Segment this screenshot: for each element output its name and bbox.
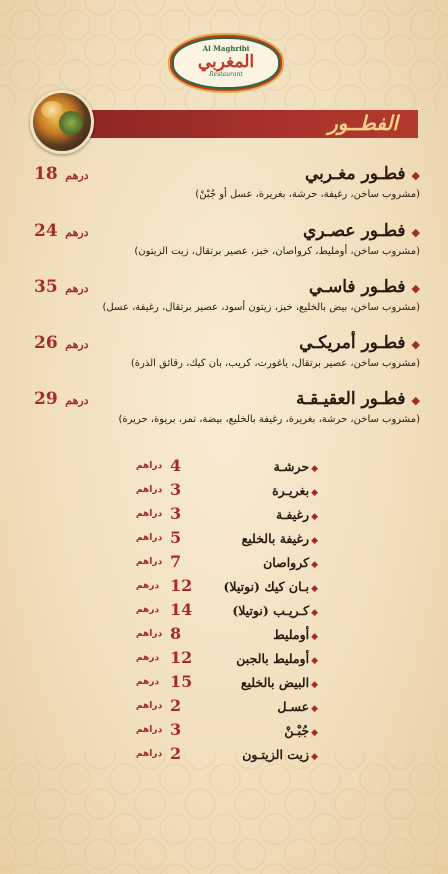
- item-currency: دراهم: [136, 701, 163, 711]
- item-name: بغريـرة: [272, 483, 310, 498]
- section-title: الفطــور: [328, 111, 398, 135]
- item-currency: دراهم: [136, 461, 163, 471]
- item-price: 3: [170, 480, 182, 499]
- breakfast-description: (مشروب ساخن، عصير برتقال، ياغورت، كريب، بان كيك، رقائق الذرة): [130, 358, 420, 369]
- bullet-icon: ◆: [411, 226, 420, 239]
- menu-item[interactable]: [0, 456, 448, 479]
- item-price: 3: [170, 720, 182, 739]
- item-name: زيت الزيتـون: [242, 747, 310, 762]
- item-name: عسـل: [277, 699, 310, 714]
- bullet-icon: ◆: [411, 169, 420, 182]
- item-currency: درهم: [136, 605, 160, 615]
- breakfast-name: فطـور فاسـي: [308, 277, 406, 297]
- breakfast-name: فطـور العقيـقـة: [296, 389, 406, 409]
- logo-arabic-text: المغربي: [197, 52, 255, 72]
- item-currency: درهم: [136, 677, 160, 687]
- item-price: 3: [170, 504, 182, 523]
- bullet-icon: ◆: [311, 512, 318, 522]
- breakfast-price: 18 درهم: [34, 164, 89, 184]
- item-currency: دراهم: [136, 749, 163, 759]
- bullet-icon: ◆: [411, 394, 420, 407]
- item-currency: درهم: [136, 653, 160, 663]
- bullet-icon: ◆: [311, 488, 318, 498]
- item-currency: درهم: [136, 581, 160, 591]
- bullet-icon: ◆: [311, 536, 318, 546]
- item-price: 2: [170, 744, 182, 763]
- bullet-icon: ◆: [311, 704, 318, 714]
- item-currency: دراهم: [136, 533, 163, 543]
- bullet-icon: ◆: [311, 560, 318, 570]
- bullet-icon: ◆: [311, 728, 318, 738]
- breakfast-photo: [30, 90, 94, 154]
- bullet-icon: ◆: [311, 584, 318, 594]
- item-currency: دراهم: [136, 485, 163, 495]
- menu-item[interactable]: [0, 600, 448, 623]
- menu-item[interactable]: [0, 648, 448, 671]
- item-price: 4: [170, 456, 182, 475]
- bullet-icon: ◆: [311, 608, 318, 618]
- item-name: أومليط: [273, 627, 310, 642]
- menu-item[interactable]: [0, 576, 448, 599]
- item-price: 8: [170, 624, 182, 643]
- breakfast-price: 35 درهم: [34, 277, 89, 297]
- item-price: 15: [170, 672, 193, 691]
- bullet-icon: ◆: [311, 680, 318, 690]
- item-price: 12: [170, 648, 193, 667]
- menu-item[interactable]: [0, 624, 448, 647]
- breakfast-description: (مشروب ساخن، حرشة، بغريرة، رغيفة بالخليع، بيضة، تمر، بريوة، حريرة): [118, 414, 420, 425]
- breakfast-description: (مشروب ساخن، أومليط، كرواصان، خبز، عصير برتقال، زيت الزيتون): [134, 246, 420, 257]
- bullet-icon: ◆: [311, 752, 318, 762]
- teapot-image: [59, 111, 83, 135]
- menu-item[interactable]: [0, 552, 448, 575]
- item-currency: دراهم: [136, 725, 163, 735]
- section-banner: [62, 110, 418, 138]
- menu-item[interactable]: [0, 696, 448, 719]
- item-name: رغيفة بالخليع: [241, 531, 310, 546]
- breakfast-price: 26 درهم: [34, 333, 89, 353]
- item-price: 5: [170, 528, 182, 547]
- bullet-icon: ◆: [311, 464, 318, 474]
- breakfast-price: 29 درهم: [34, 389, 89, 409]
- bullet-icon: ◆: [411, 282, 420, 295]
- item-name: أومليط بالجبن: [236, 651, 310, 666]
- item-currency: دراهم: [136, 509, 163, 519]
- menu-item[interactable]: [0, 528, 448, 551]
- item-name: البيض بالخليع: [240, 675, 310, 690]
- item-price: 7: [170, 552, 182, 571]
- breakfast-description: (مشروب ساخن، رغيفة، حرشة، بغريرة، عسل أو جُبْنْ): [195, 189, 420, 200]
- logo-english-text: Al Maghribi: [202, 44, 250, 53]
- item-name: حرشـة: [273, 459, 310, 474]
- menu-item[interactable]: [0, 744, 448, 767]
- breakfast-name: فطـور مغـربي: [305, 164, 406, 184]
- item-name: بـان كيك (نوتيلا): [223, 579, 310, 594]
- breakfast-name: فطـور عصـري: [303, 221, 406, 241]
- menu-item[interactable]: [0, 720, 448, 743]
- breakfast-description: (مشروب ساخن، بيض بالخليع، خبز، زيتون أسود، عصير برتقال، رغيفة، عسل): [102, 302, 420, 313]
- item-price: 2: [170, 696, 182, 715]
- breakfast-name: فطـور أمريكـي: [299, 333, 406, 353]
- item-currency: دراهم: [136, 557, 163, 567]
- item-price: 12: [170, 576, 193, 595]
- menu-item[interactable]: [0, 504, 448, 527]
- logo-subtitle: Restaurant: [209, 71, 243, 78]
- item-name: رغيفـة: [276, 507, 310, 522]
- menu-item[interactable]: [0, 672, 448, 695]
- bullet-icon: ◆: [411, 338, 420, 351]
- breakfast-price: 24 درهم: [34, 221, 89, 241]
- bullet-icon: ◆: [311, 656, 318, 666]
- item-currency: دراهم: [136, 629, 163, 639]
- item-name: كـريـب (نوتيلا): [232, 603, 310, 618]
- bullet-icon: ◆: [311, 632, 318, 642]
- menu-item[interactable]: [0, 480, 448, 503]
- decorative-pattern-bottom: [0, 754, 448, 874]
- restaurant-logo: [172, 37, 280, 89]
- item-name: جُبْـنْ: [284, 723, 310, 738]
- item-name: كرواصان: [263, 555, 310, 570]
- item-price: 14: [170, 600, 193, 619]
